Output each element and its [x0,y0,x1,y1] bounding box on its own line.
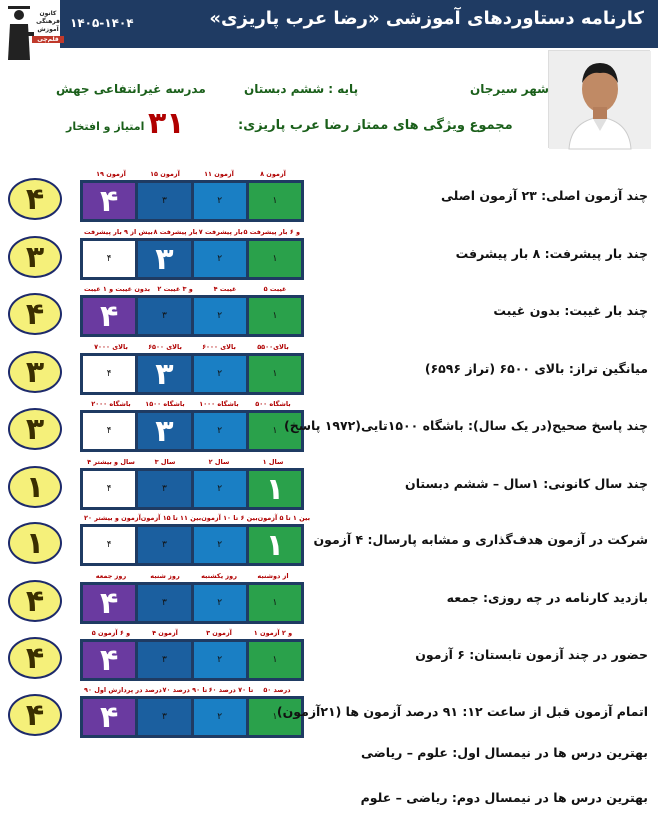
report-title: کارنامه دستاوردهای آموزشی «رضا عرب پاریزی» [209,8,644,29]
row-question: میانگین تراز: بالای ۶۵۰۰ (تراز ۶۵۹۶) [424,361,648,376]
level-box: ۴ [83,298,135,334]
level-label: بالای ۷۰۰۰ [94,343,128,351]
level-box: ۱ [249,527,301,563]
level-box: ۴ [83,527,135,563]
level-box: ۴ [83,642,135,678]
level-box: ۲ [194,183,246,219]
level-label: باشگاه ۱۵۰۰ [145,400,185,408]
level-label: بالای ۶۰۰۰ [202,343,236,351]
score-badge: ۳ [8,351,62,393]
level-box: ۱ [249,471,301,507]
level-box: ۲ [194,298,246,334]
achievement-row [0,458,658,516]
score-badge: ۳ [8,236,62,278]
level-boxes [80,353,304,395]
level-box: ۱ [249,699,301,735]
level-box: ۱ [249,642,301,678]
level-box: ۴ [83,183,135,219]
achievement-row [0,514,658,572]
score-badge: ۳ [8,408,62,450]
level-box: ۴ [83,241,135,277]
logo-line-1: کانون [39,10,57,17]
level-labels [84,228,300,238]
level-box: ۳ [138,471,190,507]
level-labels [84,458,300,468]
level-label: بالای ۶۵۰۰ [148,343,182,351]
score-badge: ۴ [8,293,62,335]
level-label: بالای۵۵۰۰ [257,343,289,351]
score-badge: ۴ [8,694,62,736]
level-label: باشگاه ۲۰۰۰ [91,400,131,408]
logo-line-3: آموزش [37,26,59,33]
level-label: ۱ و ۲ آزمون [253,629,293,637]
achievement-row [0,629,658,687]
header-bar [60,0,658,48]
level-label: ۸ آزمون [260,170,286,178]
level-box: ۱ [249,585,301,621]
level-label: ۶۰ تا ۷۰ درصد [208,686,254,694]
level-label: ۵ غیبت [263,285,287,293]
level-box: ۲ [194,699,246,735]
level-label: بیش از ۹ بار پیشرفت [84,228,153,236]
level-labels [84,170,300,180]
level-label: ۴ آزمون [152,629,178,637]
level-label: ۱ سال [262,458,284,466]
score-badge: ۴ [8,637,62,679]
level-labels [84,572,300,582]
achievement-row [0,343,658,401]
level-label: ۵ و ۶ آزمون [91,629,131,637]
achievement-row [0,228,658,286]
score-badge: ۱ [8,522,62,564]
logo-line-4: قلم‌چی [32,36,64,43]
level-label: ۸ بار پیشرفت [153,228,198,236]
level-boxes [80,238,304,280]
level-box: ۴ [83,356,135,392]
summary-score: ۳۱ [148,106,185,141]
level-box: ۱ [249,356,301,392]
level-boxes [80,410,304,452]
best-subjects-first-half: بهترین درس ها در نیمسال اول: علوم – ریاضی [361,745,648,760]
level-box: ۱ [249,298,301,334]
level-label: بدون غیبت و ۱ غیبت [84,285,151,293]
level-labels [84,285,300,295]
level-label: روز جمعه [95,572,127,580]
level-box: ۲ [194,642,246,678]
level-labels [84,629,300,639]
school-label: مدرسه غیرانتفاعی جهش [56,82,206,96]
level-label: بین ۱۱ تا ۱۵ آزمون [140,514,202,522]
level-box: ۳ [138,527,190,563]
achievement-row [0,686,658,744]
row-question: چند بار پیشرفت: ۸ بار پیشرفت [455,246,648,261]
achievement-row [0,572,658,630]
best-subjects-second-half: بهترین درس ها در نیمسال دوم: ریاضی – علوم [360,790,648,805]
achievement-row [0,400,658,458]
grade-label: پایه : ششم دبستان [244,82,359,96]
row-question: حضور در چند آزمون تابستان: ۶ آزمون [415,647,648,662]
level-boxes [80,696,304,738]
level-box: ۲ [194,471,246,507]
level-label: ۳ سال [154,458,176,466]
level-label: بین ۶ تا ۱۰ آزمون [201,514,258,522]
achievement-row [0,170,658,228]
level-label: باشگاه ۵۰۰ [255,400,291,408]
level-box: ۱ [249,413,301,449]
student-photo [548,50,650,148]
level-box: ۳ [138,298,190,334]
level-box: ۲ [194,241,246,277]
level-box: ۳ [138,356,190,392]
level-label: ۲ سال [208,458,230,466]
kanoon-logo [6,2,58,62]
level-box: ۳ [138,585,190,621]
row-question: چند بار غیبت: بدون غیبت [493,303,648,318]
row-question: اتمام آزمون قبل از ساعت ۱۲: ۹۱ درصد آزمون ها (۲۱آزمون) [276,704,648,719]
level-label: ۵ و ۶ بار پیشرفت [243,228,301,236]
level-label: ۴ سال و بیشتر [87,458,135,466]
row-question: چند آزمون اصلی: ۲۳ آزمون اصلی [440,188,648,203]
level-label: بین ۱ تا ۵ آزمون [257,514,311,522]
logo-line-2: فرهنگی [36,18,60,25]
level-box: ۲ [194,585,246,621]
level-box: ۴ [83,585,135,621]
level-label: ۲ و ۳ غیبت [157,285,193,293]
level-label: ۵۰ درصد [263,686,291,694]
level-label: ۱۱ آزمون [204,170,234,178]
level-label: ۲۰ آزمون و بیشتر [84,514,141,522]
level-labels [84,514,311,524]
row-question: بازدید کارنامه در چه روزی: جمعه [446,590,648,605]
level-label: باشگاه ۱۰۰۰ [199,400,239,408]
level-box: ۳ [138,183,190,219]
level-label: ۱۵ آزمون [150,170,180,178]
level-boxes [80,295,304,337]
row-question: چند پاسخ صحیح(در یک سال): باشگاه ۱۵۰۰تایی(۱۹۷۲ پاسخ) [284,418,648,433]
level-box: ۳ [138,413,190,449]
level-box: ۳ [138,642,190,678]
academic-years: ۱۴۰۵-۱۴۰۴ [70,16,134,30]
summary-label: مجموع ویژگی های ممتاز رضا عرب پاریزی: [238,118,513,133]
level-label: ۴ غیبت [213,285,237,293]
level-label: روز یکشنبه [201,572,237,580]
level-boxes [80,468,304,510]
level-box: ۳ [138,699,190,735]
level-boxes [80,524,304,566]
level-label: از دوشنبه [257,572,289,580]
row-question: شرکت در آزمون هدف‌گذاری و مشابه پارسال: ۴ آزمون [313,532,648,547]
level-box: ۱ [249,241,301,277]
level-box: ۲ [194,527,246,563]
level-boxes [80,180,304,222]
level-box: ۴ [83,699,135,735]
level-box: ۲ [194,413,246,449]
level-box: ۲ [194,356,246,392]
level-boxes [80,639,304,681]
level-labels [84,343,300,353]
score-badge: ۴ [8,178,62,220]
level-label: ۹۰ درصد در پردازش اول [84,686,162,694]
level-label: ۷۰ تا ۹۰ درصد [162,686,208,694]
level-labels [84,400,300,410]
level-label: ۷ بار پیشرفت [198,228,243,236]
level-box: ۴ [83,471,135,507]
score-badge: ۴ [8,580,62,622]
level-box: ۱ [249,183,301,219]
achievement-row [0,285,658,343]
city-label: شهر سیرجان [470,82,549,96]
level-label: روز شنبه [150,572,180,580]
level-label: ۱۹ آزمون [96,170,126,178]
level-box: ۳ [138,241,190,277]
summary-unit: امتیاز و افتخار [66,120,145,133]
level-labels [84,686,300,696]
row-question: چند سال کانونی: ۱سال – ششم دبستان [405,476,648,491]
score-badge: ۱ [8,466,62,508]
level-box: ۴ [83,413,135,449]
level-label: ۳ آزمون [206,629,232,637]
level-boxes [80,582,304,624]
